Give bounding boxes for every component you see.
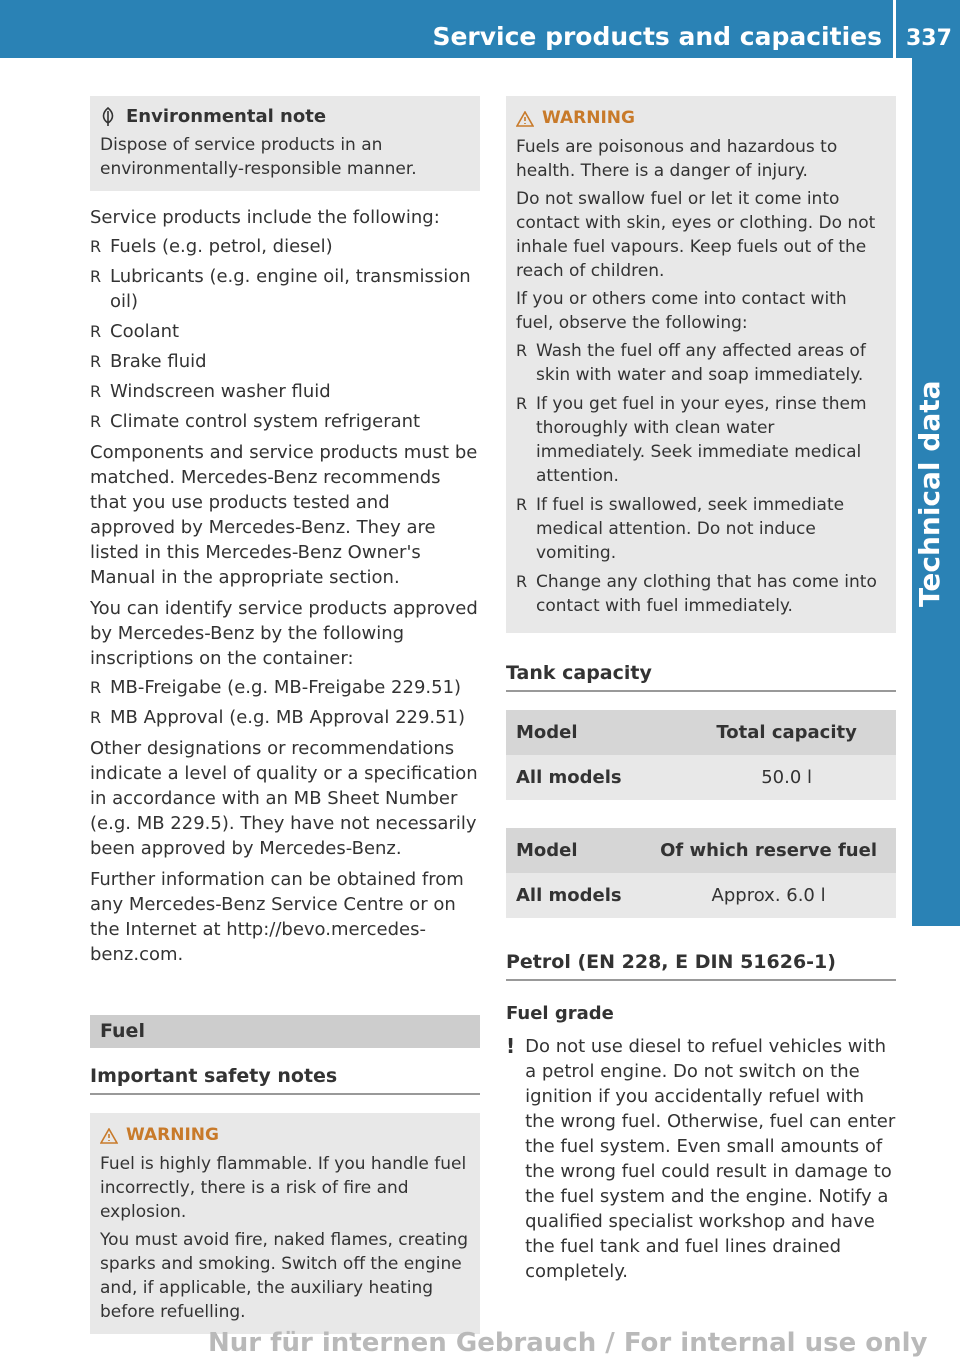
warning-text: Fuels are poisonous and hazardous to health. There is a danger of injury. (516, 137, 838, 181)
paragraph-1: Components and service products must be matched. Mercedes-Benz recommends that you use products tested and approved by Mercedes-Benz. They are listed in this Mercedes-Benz Owner's Manual in the appropriate section. (90, 442, 478, 588)
header-separator (893, 0, 896, 58)
watermark: Nur für internen Gebrauch / For internal use only (208, 1328, 928, 1358)
products-list (90, 234, 480, 434)
list-item: R Fuels (e.g. petrol, diesel) (90, 234, 480, 259)
list-item: R Wash the fuel off any affected areas of skin with water and soap immediately. (516, 339, 886, 387)
list-item: R If you get fuel in your eyes, rinse them thoroughly with clean water immediately. Seek immediate medical attention. (516, 392, 886, 488)
intro-text: Service products include the following: (90, 207, 440, 228)
reserve-table (506, 828, 896, 918)
note-title-text: Environmental note (126, 106, 327, 127)
list-item: R Climate control system refrigerant (90, 409, 480, 434)
side-tab-label: Technical data (913, 380, 946, 608)
table-cell: All models (506, 755, 677, 800)
warning-heading (100, 1123, 470, 1148)
warning-text: If you or others come into contact with fuel, observe the following: (516, 289, 847, 333)
warning-text: Fuel is highly flammable. If you handle fuel incorrectly, there is a risk of fire and explosion. (100, 1154, 467, 1222)
fuel-grade-heading: Fuel grade (506, 1003, 614, 1024)
paragraph-2: You can identify service products approved by Mercedes-Benz by the following inscriptions on the container: (90, 598, 478, 669)
petrol-heading: Petrol (EN 228, E DIN 51626-1) (506, 950, 896, 981)
list-item: R Coolant (90, 319, 480, 344)
warning-heading-text: WARNING (542, 108, 635, 128)
table-cell: 50.0 l (677, 755, 896, 800)
warning-heading (516, 106, 886, 131)
fuel-section-heading: Fuel (90, 1015, 480, 1048)
left-column (90, 96, 480, 1334)
caution-text: Do not use diesel to refuel vehicles with a petrol engine. Do not switch on the ignition if you accidentally refuel with the wrong fuel. Otherwise, fuel can enter the fuel system. Even small amounts of the wrong fuel could result in damage to the fuel system and the engine. Notify a qualified specialist workshop and have the fuel tank and fuel lines drained completely. (525, 1036, 896, 1282)
list-item: R If fuel is swallowed, seek immediate medical attention. Do not induce vomiting. (516, 493, 886, 565)
warning-heading-text: WARNING (126, 1125, 219, 1145)
safety-notes-heading: Important safety notes (90, 1064, 480, 1095)
list-item: R Windscreen washer fluid (90, 379, 480, 404)
environmental-note-title (100, 104, 470, 129)
inscriptions-list (90, 675, 480, 730)
table-row (506, 755, 896, 800)
exclamation-icon: ! (506, 1034, 516, 1058)
note-text: Dispose of service products in an environmentally-responsible manner. (100, 135, 417, 179)
capacity-table (506, 710, 896, 800)
list-item: R MB Approval (e.g. MB Approval 229.51) (90, 705, 480, 730)
page-header-title: Service products and capacities (432, 22, 882, 51)
table-header-row (506, 828, 896, 873)
table-header-row (506, 710, 896, 755)
tank-capacity-heading: Tank capacity (506, 661, 896, 692)
table-cell: All models (506, 873, 641, 918)
warning-text: You must avoid fire, naked flames, creating sparks and smoking. Switch off the engine and, if applicable, the auxiliary heating before refuelling. (100, 1230, 469, 1322)
table-row (506, 873, 896, 918)
page-number: 337 (906, 26, 952, 51)
warning-box-fire (90, 1113, 480, 1334)
right-column (506, 96, 896, 1284)
list-item: R Change any clothing that has come into contact with fuel immediately. (516, 570, 886, 618)
list-item: R Lubricants (e.g. engine oil, transmission oil) (90, 264, 480, 314)
paragraph-3: Other designations or recommendations indicate a level of quality or a specification in accordance with an MB Sheet Number (e.g. MB 229.5). They have not necessarily been approved by Mercedes-Benz. (90, 738, 478, 859)
warning-triangle-icon (100, 1128, 118, 1144)
table-header-cell: Model (506, 710, 677, 755)
table-header-cell: Total capacity (677, 710, 896, 755)
warning-list (516, 339, 886, 618)
table-header-cell: Model (506, 828, 641, 873)
table-cell: Approx. 6.0 l (641, 873, 896, 918)
warning-triangle-icon (516, 111, 534, 127)
list-item: R MB-Freigabe (e.g. MB-Freigabe 229.51) (90, 675, 480, 700)
table-header-cell: Of which reserve fuel (641, 828, 896, 873)
list-item: R Brake fluid (90, 349, 480, 374)
warning-text: Do not swallow fuel or let it come into contact with skin, eyes or clothing. Do not inhale fuel vapours. Keep fuels out of the reach of children. (516, 189, 876, 281)
environmental-note (90, 96, 480, 191)
paragraph-4: Further information can be obtained from any Mercedes-Benz Service Centre or on the Internet at http://bevo.mercedes-benz.com. (90, 869, 464, 965)
caution-note (506, 1034, 896, 1284)
warning-box-health (506, 96, 896, 633)
leaf-icon (100, 107, 116, 127)
